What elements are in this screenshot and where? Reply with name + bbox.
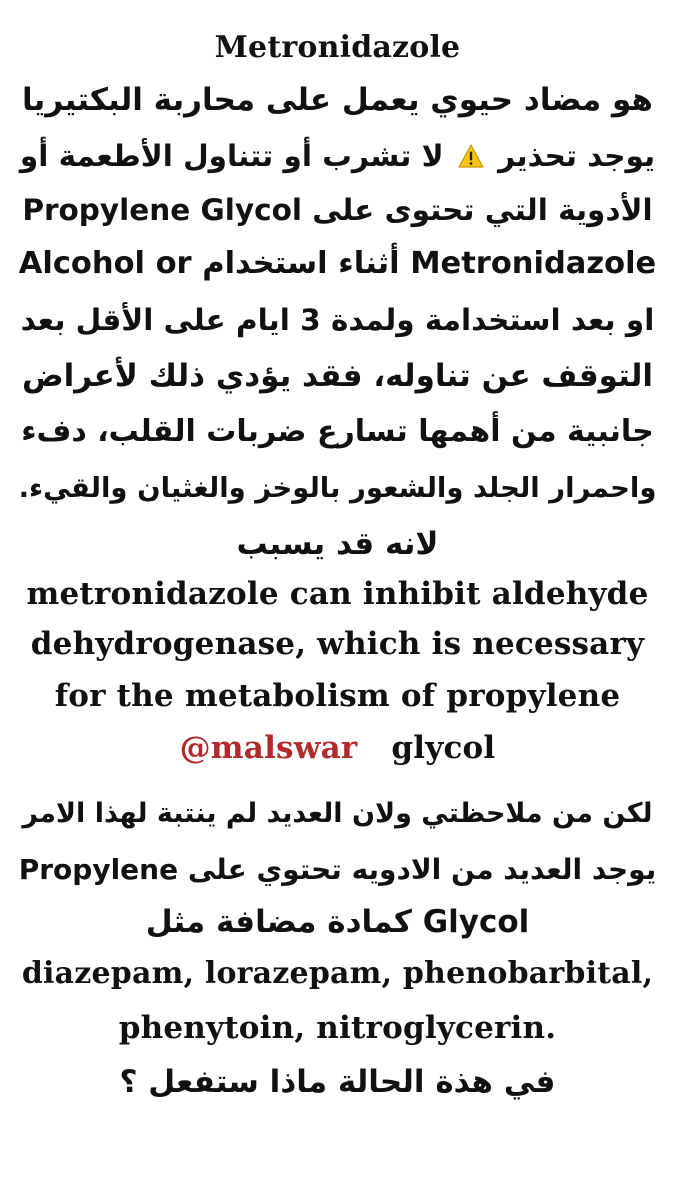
arabic-line-7: جانبية من أهمها تسارع ضربات القلب، دفء <box>21 414 654 449</box>
english-line-3: for the metabolism of propylene <box>54 678 621 714</box>
page-title: Metronidazole <box>214 30 461 65</box>
arabic-line-10: لكن من ملاحظتي ولان العديد لم ينتبة لهذا الامر <box>22 798 653 829</box>
english-drug-list-1: diazepam, lorazepam, phenobarbital, <box>21 956 654 991</box>
arabic-line-11: يوجد العديد من الادويه تحتوي على Propylene <box>18 853 657 886</box>
english-drug-list-2: phenytoin, nitroglycerin. <box>118 1010 557 1046</box>
arabic-line-12: Glycol كمادة مضافة مثل <box>145 904 530 940</box>
warning-text: لا تشرب أو تتناول الأطعمة أو <box>19 139 444 173</box>
english-line-2: dehydrogenase, which is necessary <box>30 626 645 662</box>
handle-line <box>18 724 657 772</box>
arabic-line-5: او بعد استخدامة ولمدة 3 ايام على الأقل بعد <box>20 303 655 337</box>
closing-question: في هذة الحالة ماذا ستفعل ؟ <box>119 1064 556 1100</box>
warning-label: يوجد تحذير <box>498 139 656 173</box>
warning-icon <box>458 134 484 158</box>
arabic-line-8: واحمرار الجلد والشعور بالوخز والغثيان والقيء. <box>18 472 657 504</box>
author-handle[interactable]: @malswar <box>179 730 358 766</box>
arabic-line-6: التوقف عن تناوله، فقد يؤدي ذلك لأعراض <box>21 358 654 394</box>
english-line-1: metronidazole can inhibit aldehyde <box>26 576 649 612</box>
arabic-line-1: هو مضاد حيوي يعمل على محاربة البكتيريا <box>22 82 653 118</box>
english-line-4: glycol <box>391 730 496 766</box>
arabic-line-4: Metronidazole أثناء استخدام Alcohol or <box>18 246 657 281</box>
arabic-line-9: لانه قد يسبب <box>236 526 439 562</box>
arabic-line-3: الأدوية التي تحتوى على Propylene Glycol <box>22 193 653 227</box>
warning-line <box>18 132 657 180</box>
